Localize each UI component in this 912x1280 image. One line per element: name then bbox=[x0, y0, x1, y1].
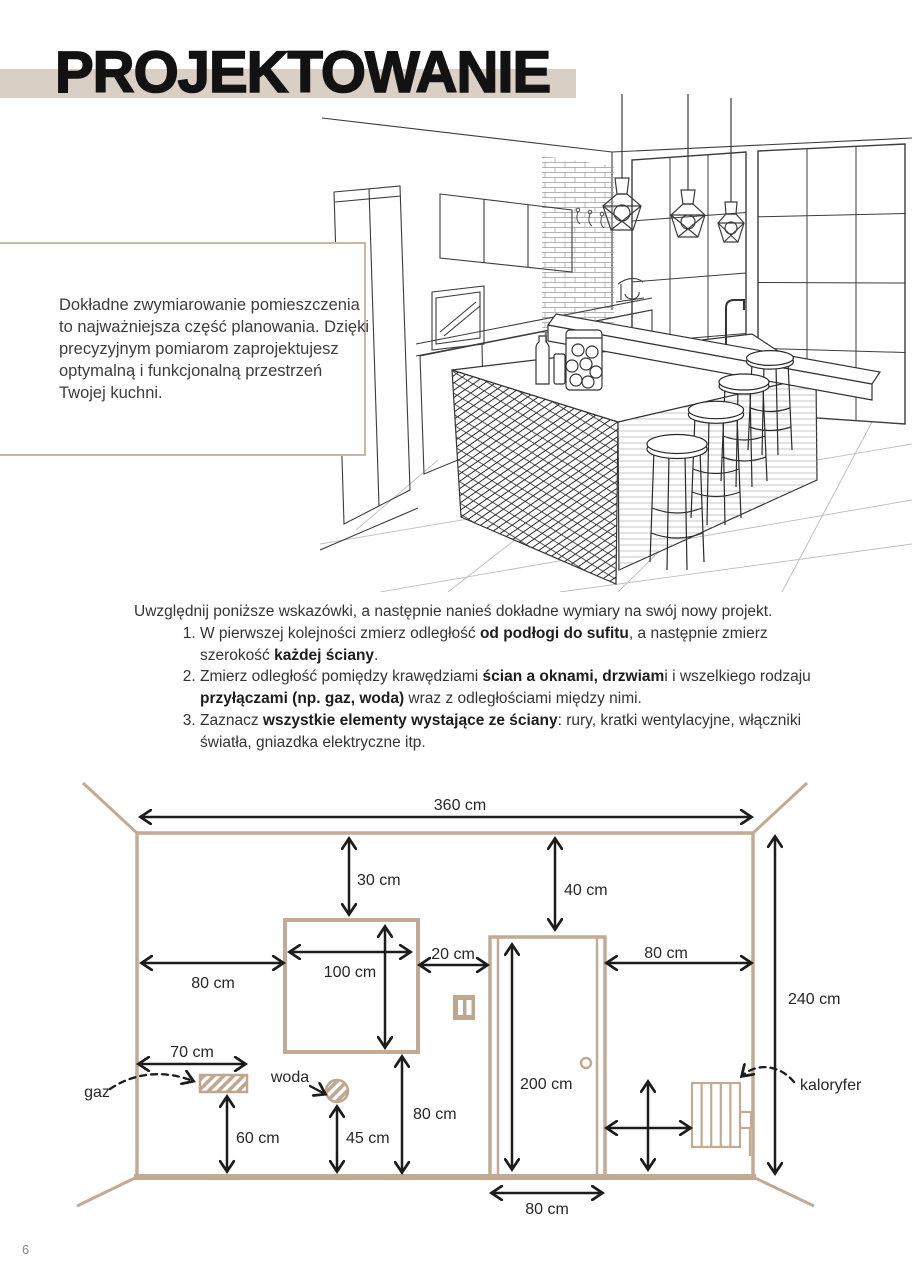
dim-window-top: 30 cm bbox=[357, 872, 401, 889]
dim-door-width: 80 cm bbox=[525, 1201, 569, 1218]
label-water: woda bbox=[270, 1069, 310, 1086]
gas-pointer bbox=[110, 1074, 193, 1089]
dim-water-height: 45 cm bbox=[346, 1130, 390, 1147]
stand-mixer bbox=[616, 278, 644, 302]
water-pointer bbox=[310, 1086, 325, 1094]
page-number: 6 bbox=[22, 1242, 30, 1257]
dim-wall-width: 360 cm bbox=[433, 797, 487, 814]
oven bbox=[432, 286, 484, 350]
instructions-intro: Uwzględnij poniższe wskazówki, a następnie nanieś dokładne wymiary na swój nowy projekt. bbox=[134, 603, 773, 620]
dim-gas-from-wall: 70 cm bbox=[170, 1044, 214, 1061]
intro-box-text: Dokładne zwymiarowanie pomieszczenia to najważniejsza część planowania. Dzięki precyzyjnym pomiarom zaprojektujesz optymalną i funkcjonalną przestrzeń Twojej kuchni. bbox=[59, 296, 369, 402]
window bbox=[285, 920, 418, 1052]
list-item: 2. Zmierz odległość pomiędzy krawędziami ścian a oknami, drzwiami i wszelkiego rodzaju przyłączami (np. gaz, woda) wraz z odległościami między nimi. bbox=[200, 666, 814, 710]
light-switch bbox=[453, 995, 475, 1020]
label-radiator: kaloryfer bbox=[800, 1077, 862, 1094]
dim-window-bottom: 80 cm bbox=[413, 1106, 457, 1123]
left-floor-edge bbox=[320, 508, 418, 550]
dim-door-height: 200 cm bbox=[520, 1076, 573, 1093]
dim-door-to-wall: 80 cm bbox=[644, 945, 688, 962]
door bbox=[490, 937, 605, 1177]
dim-left-to-window: 80 cm bbox=[191, 975, 235, 992]
dim-window-width: 100 cm bbox=[323, 964, 377, 981]
instructions bbox=[134, 601, 814, 754]
dim-gas-height: 60 cm bbox=[236, 1130, 280, 1147]
pendant-lamps bbox=[603, 94, 744, 242]
radiator bbox=[692, 1083, 751, 1156]
water-connection bbox=[326, 1080, 348, 1102]
brick-wall bbox=[542, 156, 614, 344]
countertop-jar bbox=[566, 330, 602, 390]
list-item: 1. W pierwszej kolejności zmierz odległość od podłogi do sufitu, a następnie zmierz szerokość każdej ściany. bbox=[200, 623, 814, 667]
label-gas: gaz bbox=[84, 1084, 110, 1101]
gas-connection bbox=[200, 1075, 247, 1092]
dim-window-to-door: 20 cm bbox=[431, 946, 475, 963]
list-item: 3. Zaznacz wszystkie elementy wystające ze ściany: rury, kratki wentylacyjne, włączniki światła, gniazdka elektryczne itp. bbox=[200, 710, 814, 754]
wall-outline bbox=[77, 783, 814, 1206]
dim-wall-height: 240 cm bbox=[788, 991, 841, 1008]
radiator-pointer bbox=[742, 1067, 794, 1082]
dim-door-top: 40 cm bbox=[564, 882, 608, 899]
ceiling-line bbox=[322, 118, 912, 152]
measurement-diagram bbox=[0, 760, 912, 1260]
intro-box bbox=[0, 242, 369, 456]
page-title: PROJEKTOWANIE bbox=[55, 40, 551, 105]
instructions-list bbox=[134, 623, 814, 754]
door-knob bbox=[581, 1058, 591, 1068]
kitchen-illustration bbox=[320, 92, 912, 592]
